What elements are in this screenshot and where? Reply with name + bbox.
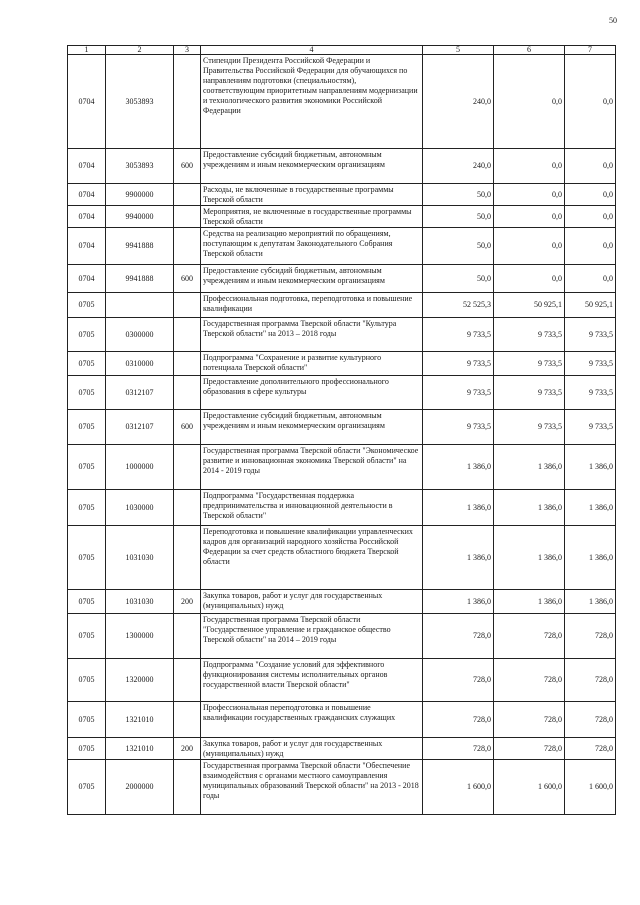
amount-col5: 240,0: [423, 149, 494, 184]
amount-col6: 728,0: [494, 659, 565, 702]
table-row: [68, 614, 616, 659]
target-article-code: 0300000: [106, 318, 174, 352]
amount-col7: 1 386,0: [565, 590, 616, 614]
amount-col7: 9 733,5: [565, 376, 616, 410]
table-row: [68, 318, 616, 352]
target-article-code: 1320000: [106, 659, 174, 702]
table-row: [68, 228, 616, 265]
amount-col5: 9 733,5: [423, 410, 494, 445]
target-article-code: 3053893: [106, 55, 174, 149]
amount-col7: 1 386,0: [565, 526, 616, 590]
expense-type-code: 600: [174, 265, 201, 293]
item-description: Предоставление субсидий бюджетным, автономным учреждениям и иным некоммерческим организациям: [201, 265, 423, 293]
amount-col6: 1 386,0: [494, 526, 565, 590]
amount-col7: 9 733,5: [565, 318, 616, 352]
item-description: Расходы, не включенные в государственные программы Тверской области: [201, 184, 423, 206]
section-code: 0705: [68, 376, 106, 410]
amount-col5: 1 386,0: [423, 490, 494, 526]
amount-col7: 0,0: [565, 206, 616, 228]
table-row: [68, 659, 616, 702]
amount-col6: 1 386,0: [494, 445, 565, 490]
item-description: Закупка товаров, работ и услуг для государственных (муниципальных) нужд: [201, 590, 423, 614]
target-article-code: 2000000: [106, 760, 174, 815]
expense-type-code: 200: [174, 738, 201, 760]
expense-type-code: [174, 293, 201, 318]
column-number: 6: [494, 46, 565, 55]
amount-col6: 728,0: [494, 614, 565, 659]
section-code: 0705: [68, 738, 106, 760]
expense-type-code: [174, 760, 201, 815]
table-row: [68, 293, 616, 318]
expense-type-code: [174, 614, 201, 659]
amount-col7: 1 386,0: [565, 490, 616, 526]
target-article-code: 9940000: [106, 206, 174, 228]
table-row: [68, 590, 616, 614]
expense-type-code: [174, 55, 201, 149]
expense-type-code: [174, 206, 201, 228]
column-number: 1: [68, 46, 106, 55]
amount-col7: 50 925,1: [565, 293, 616, 318]
target-article-code: 0310000: [106, 352, 174, 376]
amount-col6: 0,0: [494, 184, 565, 206]
column-number: 3: [174, 46, 201, 55]
table-row: [68, 410, 616, 445]
table-row: [68, 149, 616, 184]
expense-type-code: [174, 184, 201, 206]
amount-col5: 728,0: [423, 614, 494, 659]
page-number: 50: [609, 16, 617, 25]
table-row: [68, 265, 616, 293]
table-row: [68, 376, 616, 410]
item-description: Государственная программа Тверской области "Государственное управление и гражданское общество Тверской области" на 2014 – 2019 годы: [201, 614, 423, 659]
table-row: [68, 760, 616, 815]
amount-col7: 1 600,0: [565, 760, 616, 815]
target-article-code: 0312107: [106, 376, 174, 410]
amount-col6: 9 733,5: [494, 410, 565, 445]
expense-type-code: [174, 702, 201, 738]
amount-col5: 1 386,0: [423, 445, 494, 490]
amount-col5: 52 525,3: [423, 293, 494, 318]
section-code: 0705: [68, 352, 106, 376]
amount-col7: 0,0: [565, 55, 616, 149]
amount-col6: 9 733,5: [494, 318, 565, 352]
amount-col7: 1 386,0: [565, 445, 616, 490]
item-description: Средства на реализацию мероприятий по обращениям, поступающим к депутатам Законодательного Собрания Тверской области: [201, 228, 423, 265]
amount-col7: 0,0: [565, 184, 616, 206]
amount-col7: 728,0: [565, 659, 616, 702]
section-code: 0704: [68, 206, 106, 228]
amount-col6: 0,0: [494, 55, 565, 149]
amount-col7: 728,0: [565, 738, 616, 760]
item-description: Закупка товаров, работ и услуг для государственных (муниципальных) нужд: [201, 738, 423, 760]
expense-type-code: [174, 318, 201, 352]
target-article-code: 1031030: [106, 526, 174, 590]
table-row: [68, 490, 616, 526]
item-description: Переподготовка и повышение квалификации управленческих кадров для организаций народного хозяйства Российской Федерации за счет средств областного бюджета Тверской области: [201, 526, 423, 590]
section-code: 0705: [68, 410, 106, 445]
amount-col5: 1 600,0: [423, 760, 494, 815]
table-row: [68, 55, 616, 149]
section-code: 0704: [68, 55, 106, 149]
column-number: 4: [201, 46, 423, 55]
amount-col5: 9 733,5: [423, 318, 494, 352]
section-code: 0704: [68, 149, 106, 184]
target-article-code: 1031030: [106, 590, 174, 614]
amount-col5: 1 386,0: [423, 590, 494, 614]
expense-type-code: 600: [174, 410, 201, 445]
item-description: Подпрограмма "Государственная поддержка предпринимательства и инновационной деятельности в Тверской области": [201, 490, 423, 526]
budget-table: [67, 45, 616, 815]
item-description: Предоставление субсидий бюджетным, автономным учреждениям и иным некоммерческим организациям: [201, 410, 423, 445]
section-code: 0705: [68, 659, 106, 702]
amount-col6: 50 925,1: [494, 293, 565, 318]
amount-col6: 0,0: [494, 149, 565, 184]
item-description: Предоставление дополнительного профессионального образования в сфере культуры: [201, 376, 423, 410]
target-article-code: 1321010: [106, 702, 174, 738]
section-code: 0704: [68, 184, 106, 206]
item-description: Государственная программа Тверской области "Экономическое развитие и инновационная экономика Тверской области" на 2014 - 2019 годы: [201, 445, 423, 490]
target-article-code: [106, 293, 174, 318]
amount-col5: 240,0: [423, 55, 494, 149]
item-description: Подпрограмма "Сохранение и развитие культурного потенциала Тверской области": [201, 352, 423, 376]
expense-type-code: [174, 376, 201, 410]
amount-col7: 0,0: [565, 149, 616, 184]
amount-col6: 1 600,0: [494, 760, 565, 815]
target-article-code: 9900000: [106, 184, 174, 206]
amount-col7: 0,0: [565, 228, 616, 265]
section-code: 0705: [68, 490, 106, 526]
expense-type-code: [174, 659, 201, 702]
item-description: Подпрограмма "Создание условий для эффективного функционирования системы исполнительных органов государственной власти Тверской области": [201, 659, 423, 702]
table-row: [68, 702, 616, 738]
target-article-code: 3053893: [106, 149, 174, 184]
section-code: 0705: [68, 590, 106, 614]
amount-col5: 50,0: [423, 206, 494, 228]
amount-col7: 9 733,5: [565, 352, 616, 376]
amount-col6: 728,0: [494, 738, 565, 760]
section-code: 0705: [68, 293, 106, 318]
target-article-code: 0312107: [106, 410, 174, 445]
expense-type-code: 600: [174, 149, 201, 184]
table-row: [68, 184, 616, 206]
section-code: 0705: [68, 526, 106, 590]
column-number: 2: [106, 46, 174, 55]
amount-col7: 728,0: [565, 614, 616, 659]
table-row: [68, 526, 616, 590]
amount-col5: 50,0: [423, 228, 494, 265]
item-description: Государственная программа Тверской области "Обеспечение взаимодействия с органами местного самоуправления муниципальных образований Тверской области" на 2013 - 2018 годы: [201, 760, 423, 815]
amount-col6: 9 733,5: [494, 352, 565, 376]
amount-col6: 0,0: [494, 228, 565, 265]
column-number-row: [68, 46, 616, 55]
section-code: 0705: [68, 318, 106, 352]
section-code: 0704: [68, 265, 106, 293]
target-article-code: 9941888: [106, 228, 174, 265]
target-article-code: 1030000: [106, 490, 174, 526]
item-description: Предоставление субсидий бюджетным, автономным учреждениям и иным некоммерческим организациям: [201, 149, 423, 184]
section-code: 0705: [68, 445, 106, 490]
expense-type-code: [174, 445, 201, 490]
target-article-code: 1000000: [106, 445, 174, 490]
expense-type-code: 200: [174, 590, 201, 614]
amount-col6: 728,0: [494, 702, 565, 738]
section-code: 0705: [68, 760, 106, 815]
expense-type-code: [174, 228, 201, 265]
section-code: 0705: [68, 702, 106, 738]
section-code: 0704: [68, 228, 106, 265]
column-number: 7: [565, 46, 616, 55]
amount-col5: 9 733,5: [423, 352, 494, 376]
target-article-code: 1300000: [106, 614, 174, 659]
amount-col6: 1 386,0: [494, 490, 565, 526]
expense-type-code: [174, 526, 201, 590]
table-row: [68, 738, 616, 760]
amount-col7: 9 733,5: [565, 410, 616, 445]
amount-col5: 728,0: [423, 659, 494, 702]
column-number: 5: [423, 46, 494, 55]
item-description: Мероприятия, не включенные в государственные программы Тверской области: [201, 206, 423, 228]
amount-col5: 50,0: [423, 184, 494, 206]
section-code: 0705: [68, 614, 106, 659]
amount-col6: 0,0: [494, 206, 565, 228]
amount-col5: 50,0: [423, 265, 494, 293]
item-description: Стипендии Президента Российской Федерации и Правительства Российской Федерации для обучающихся по направлениям подготовки (специальностям), соответствующим приоритетным направлениям модернизации и технологического развития экономики Российской Федерации: [201, 55, 423, 149]
expense-type-code: [174, 490, 201, 526]
amount-col6: 0,0: [494, 265, 565, 293]
item-description: Профессиональная переподготовка и повышение квалификации государственных гражданских служащих: [201, 702, 423, 738]
amount-col6: 1 386,0: [494, 590, 565, 614]
amount-col5: 728,0: [423, 702, 494, 738]
table-row: [68, 206, 616, 228]
amount-col5: 728,0: [423, 738, 494, 760]
table-row: [68, 352, 616, 376]
table-row: [68, 445, 616, 490]
amount-col6: 9 733,5: [494, 376, 565, 410]
target-article-code: 9941888: [106, 265, 174, 293]
amount-col7: 0,0: [565, 265, 616, 293]
amount-col7: 728,0: [565, 702, 616, 738]
amount-col5: 9 733,5: [423, 376, 494, 410]
target-article-code: 1321010: [106, 738, 174, 760]
item-description: Профессиональная подготовка, переподготовка и повышение квалификации: [201, 293, 423, 318]
item-description: Государственная программа Тверской области "Культура Тверской области" на 2013 – 2018 годы: [201, 318, 423, 352]
expense-type-code: [174, 352, 201, 376]
amount-col5: 1 386,0: [423, 526, 494, 590]
